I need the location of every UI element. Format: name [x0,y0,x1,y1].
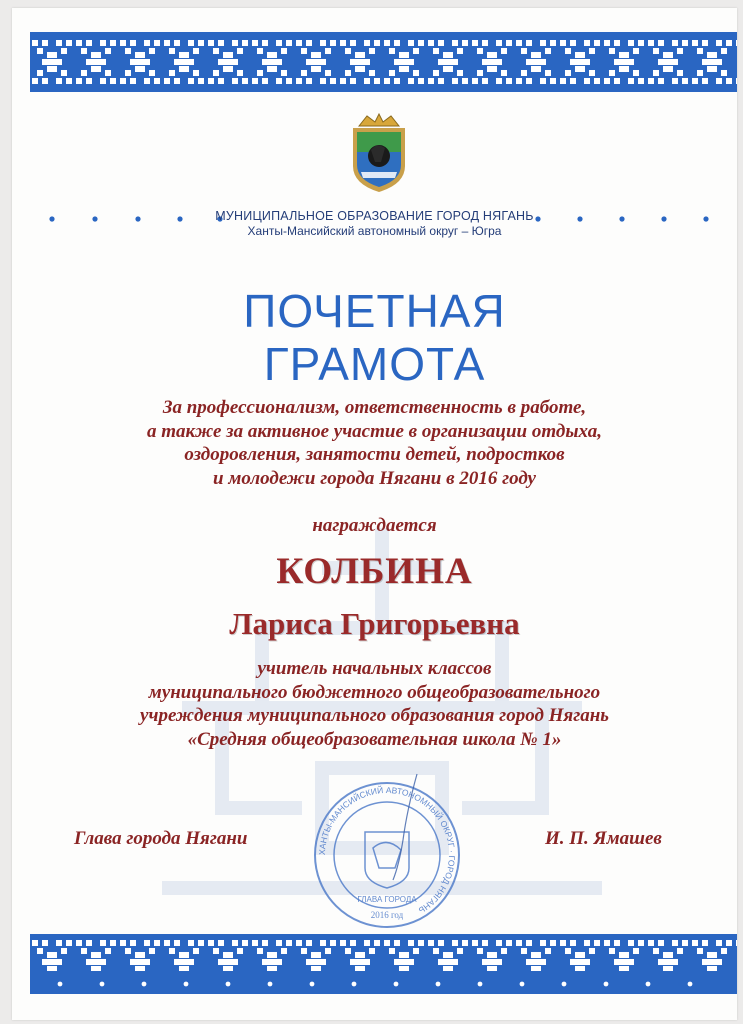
certificate-title-line1: ПОЧЕТНАЯ [243,285,506,337]
stamp-date: 2016 год [370,910,404,920]
official-stamp [307,770,467,940]
motive-line: и молодежи города Нягани в 2016 году [213,467,536,489]
organization-region: Ханты-Мансийский автономный округ – Югра [247,224,502,238]
top-ornament-band [30,32,737,92]
position-line: учитель начальных классов [257,658,492,679]
ornament-pattern-top [30,32,737,92]
recipient-given-names: Лариса Григорьевна [229,606,520,641]
stamp-center-text: ГЛАВА ГОРОДА [357,895,417,904]
bottom-ornament-band [30,934,737,994]
certificate-sheet [12,8,737,1020]
coat-of-arms-icon [347,110,411,194]
motive-line: а также за активное участие в организации отдыха, [146,420,603,442]
position-line: муниципального бюджетного общеобразовательного [148,681,601,703]
signatory-name: И. П. Ямашев [545,828,662,849]
award-motive [12,396,737,490]
recipient-surname: КОЛБИНА [276,551,473,592]
signatory-title: Глава города Нягани [74,828,248,849]
organization-name: МУНИЦИПАЛЬНОЕ ОБРАЗОВАНИЕ ГОРОД НЯГАНЬ [215,209,534,223]
position-line: «Средняя общеобразовательная школа № 1» [187,728,562,750]
position-line: учреждения муниципального образования город Нягань [140,705,609,726]
awarded-label: награждается [312,515,437,536]
certificate-title-line2: ГРАМОТА [263,338,486,390]
motive-line: оздоровления, занятости детей, подростков [184,444,565,465]
motive-line: За профессионализм, ответственность в работе, [162,397,587,418]
recipient-position [12,657,737,751]
stamp-ring-text: ХАНТЫ-МАНСИЙСКИЙ АВТОНОМНЫЙ ОКРУГ · ГОРОД НЯГАНЬ [316,784,458,916]
ornament-pattern-bottom [30,934,737,994]
